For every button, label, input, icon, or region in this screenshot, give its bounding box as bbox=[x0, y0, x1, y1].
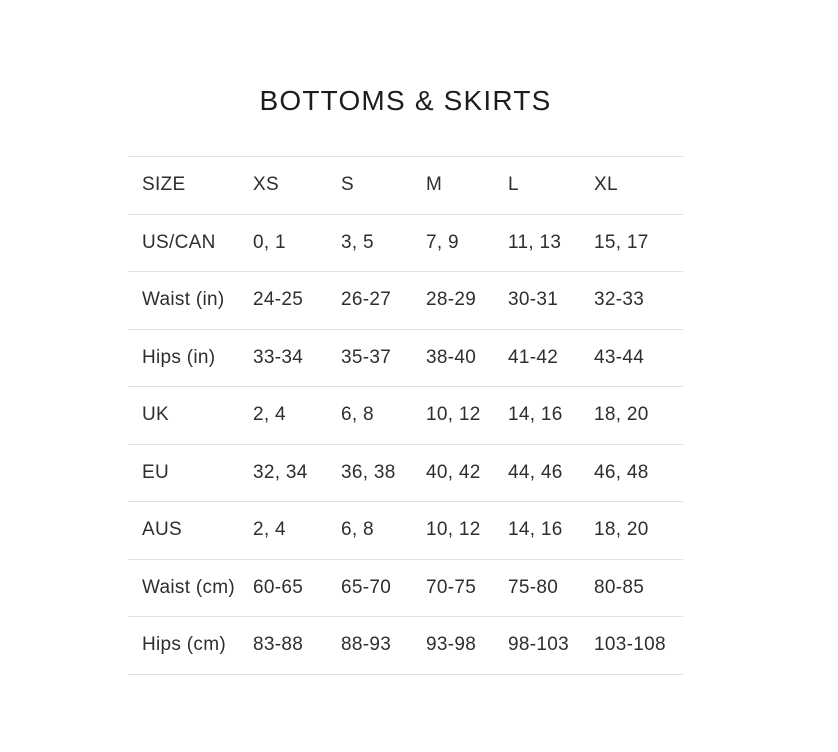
size-cell: 40, 42 bbox=[426, 461, 481, 483]
column-header-size: SIZE bbox=[142, 174, 186, 196]
row-label: AUS bbox=[142, 519, 182, 541]
size-cell: 35-37 bbox=[341, 346, 392, 368]
size-cell: 18, 20 bbox=[594, 519, 649, 541]
column-header: XL bbox=[594, 174, 618, 196]
size-cell: 18, 20 bbox=[594, 404, 649, 426]
size-cell: 83-88 bbox=[253, 634, 304, 656]
table-row bbox=[128, 329, 683, 387]
table-body bbox=[128, 214, 683, 674]
size-cell: 6, 8 bbox=[341, 519, 374, 541]
table-row bbox=[128, 444, 683, 502]
size-cell: 88-93 bbox=[341, 634, 392, 656]
column-header: L bbox=[508, 174, 519, 196]
size-cell: 103-108 bbox=[594, 634, 666, 656]
size-cell: 43-44 bbox=[594, 346, 645, 368]
size-cell: 80-85 bbox=[594, 576, 645, 598]
table-row bbox=[128, 617, 683, 675]
size-cell: 2, 4 bbox=[253, 519, 286, 541]
page-title: BOTTOMS & SKIRTS bbox=[259, 84, 552, 116]
size-cell: 0, 1 bbox=[253, 231, 286, 253]
table-row bbox=[128, 387, 683, 445]
size-cell: 60-65 bbox=[253, 576, 304, 598]
size-cell: 11, 13 bbox=[508, 231, 562, 253]
size-chart-table bbox=[128, 156, 683, 675]
header-row bbox=[128, 157, 683, 215]
row-label: UK bbox=[142, 404, 169, 426]
size-cell: 36, 38 bbox=[341, 461, 396, 483]
row-label: Waist (in) bbox=[142, 289, 225, 311]
table-row bbox=[128, 559, 683, 617]
size-cell: 46, 48 bbox=[594, 461, 649, 483]
table-header bbox=[128, 157, 683, 215]
size-cell: 70-75 bbox=[426, 576, 477, 598]
table-row bbox=[128, 272, 683, 330]
row-label: Hips (in) bbox=[142, 346, 216, 368]
column-header: S bbox=[341, 174, 354, 196]
size-cell: 33-34 bbox=[253, 346, 304, 368]
size-cell: 6, 8 bbox=[341, 404, 374, 426]
size-cell: 65-70 bbox=[341, 576, 392, 598]
size-cell: 7, 9 bbox=[426, 231, 459, 253]
row-label: Hips (cm) bbox=[142, 634, 226, 656]
column-header: M bbox=[426, 174, 443, 196]
size-cell: 38-40 bbox=[426, 346, 477, 368]
size-cell: 32, 34 bbox=[253, 461, 308, 483]
column-header: XS bbox=[253, 174, 279, 196]
size-cell: 28-29 bbox=[426, 289, 477, 311]
size-cell: 93-98 bbox=[426, 634, 477, 656]
size-cell: 14, 16 bbox=[508, 404, 563, 426]
size-cell: 14, 16 bbox=[508, 519, 563, 541]
size-cell: 32-33 bbox=[594, 289, 645, 311]
row-label: US/CAN bbox=[142, 231, 216, 253]
size-cell: 75-80 bbox=[508, 576, 559, 598]
size-cell: 24-25 bbox=[253, 289, 304, 311]
size-cell: 10, 12 bbox=[426, 519, 481, 541]
size-cell: 41-42 bbox=[508, 346, 559, 368]
size-cell: 30-31 bbox=[508, 289, 559, 311]
size-cell: 98-103 bbox=[508, 634, 569, 656]
size-cell: 10, 12 bbox=[426, 404, 481, 426]
row-label: EU bbox=[142, 461, 169, 483]
table-row bbox=[128, 214, 683, 272]
size-cell: 44, 46 bbox=[508, 461, 563, 483]
table-row bbox=[128, 502, 683, 560]
row-label: Waist (cm) bbox=[142, 576, 236, 598]
size-cell: 15, 17 bbox=[594, 231, 649, 253]
size-cell: 3, 5 bbox=[341, 231, 374, 253]
size-cell: 26-27 bbox=[341, 289, 392, 311]
size-cell: 2, 4 bbox=[253, 404, 286, 426]
